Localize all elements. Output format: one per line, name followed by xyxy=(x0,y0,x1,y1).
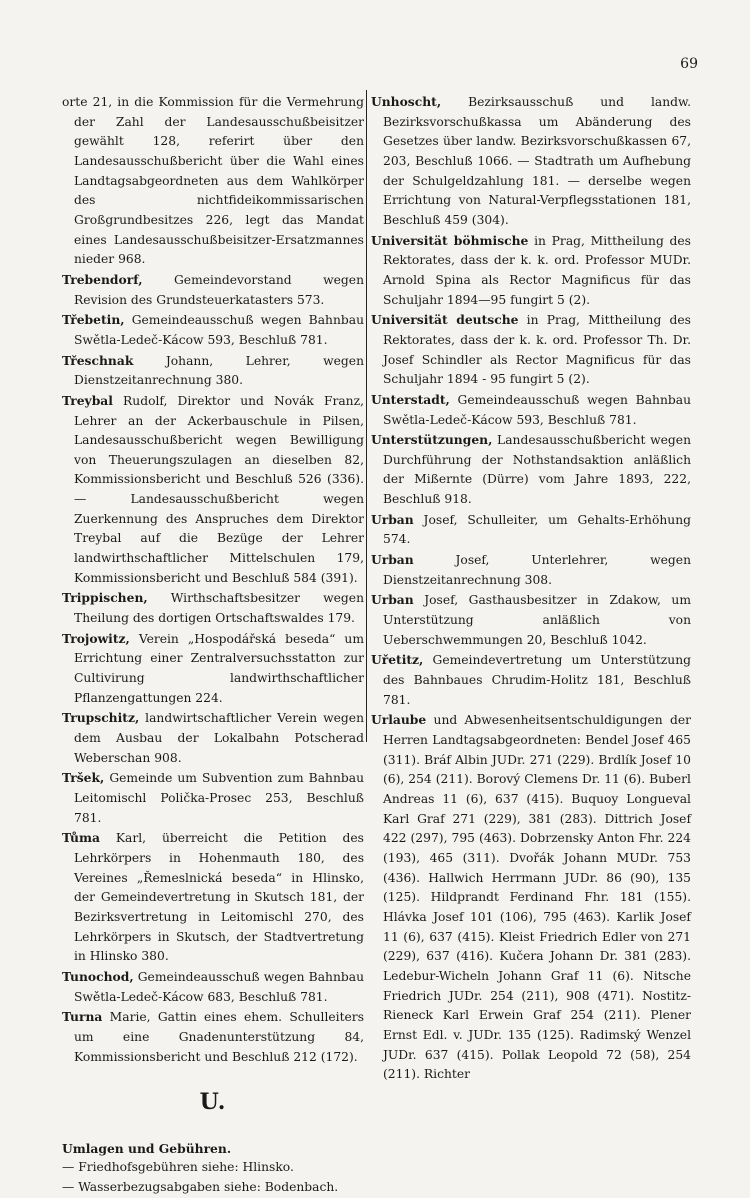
index-entry: Tunochod, Gemeindeausschuß wegen Bahnbau Swětla-Ledeč-Kácow 683, Beschluß 781. xyxy=(62,968,364,1004)
section-line: — Friedhofsgebühren siehe: Hlinsko. xyxy=(62,1160,294,1175)
index-entry: orte 21, in die Kommission für die Vermehrung der Zahl der Landesausschußbeisitzer gewählt 128, referirt über den Landesausschußbericht über die Wahl eines Landtagsabgeordneten aus dem Wahlkörper des nichtfideikommissarischen Großgrundbesitzes 226, legt das Mandat eines Landesausschußbeisitzer-Ersatzmannes nieder 968. xyxy=(62,95,364,267)
index-entry: Tršek, Gemeinde um Subvention zum Bahnbau Leitomischl Polička-Prosec 253, Beschluß 781. xyxy=(62,770,364,825)
index-entry: Tůma Karl, überreicht die Petition des Lehrkörpers in Hohenmauth 180, des Vereines „Řemeslnická beseda“ in Hlinsko, der Gemeindevertretung in Skutsch 181, der Bezirksvertretung in Leitomischl 270, des Lehrkörpers in Skutsch, der Stadtvertretung in Hlinsko 380. xyxy=(62,830,364,964)
section-heading: Umlagen und Gebühren. xyxy=(62,1140,232,1156)
index-entry: Urban Josef, Gasthausbesitzer in Zdakow, um Unterstützung anläßlich von Ueberschwemmungen 20, Beschluß 1042. xyxy=(371,592,691,647)
index-entry: Unhoscht, Bezirksausschuß und landw. Bezirksvorschußkassa um Abänderung des Gesetzes über landw. Bezirksvorschußkassen 67, 203, Beschluß 1066. — Stadtrath um Aufhebung der Schulgeldzahlung 181. — derselbe wegen Errichtung von Natural-Verpflegsstationen 181, Beschluß 459 (304). xyxy=(371,94,691,227)
index-entry: Třeschnak Johann, Lehrer, wegen Dienstzeitanrechnung 380. xyxy=(62,352,364,388)
index-entry: Trebendorf, Gemeindevorstand wegen Revision des Grundsteuerkatasters 573. xyxy=(62,271,364,307)
index-entry: Treybal Rudolf, Direktor und Novák Franz, Lehrer an der Ackerbauschule in Pilsen, Landesausschußbericht wegen Bewilligung von Theuerungszulagen an dieselben 82, Kommissionsbericht und Beschluß 526 (336). — Landesausschußbericht wegen Zuerkennung des Anspruches dem Direktor Treybal auf die Bezüge der Lehrer landwirthschaftlicher Mittelschulen 179, Kommissionsbericht und Beschluß 584 (391). xyxy=(62,392,364,585)
index-entry: Urlaube und Abwesenheitsentschuldigungen der Herren Landtagsabgeordneten: Bendel Josef 465 (311). Bráf Albin JUDr. 271 (229). Brdlík Josef 10 (6), 254 (211). Borový Clemens Dr. 11 (6). Buberl Andreas 11 (6), 637 (415). Buquoy Longueval Karl Graf 271 (229), 381 (283). Dittrich Josef 422 (297), 795 (463). Dobrzensky Anton Fhr. 224 (193), 465 (311). Dvořák Johann MUDr. 753 (436). Hallwich Herrmann JUDr. 86 (90), 135 (125). Hildprandt Ferdinand Fhr. 181 (155). Hlávka Josef 101 (106), 795 (463). Karlik Josef 11 (6), 637 (415). Kleist Friedrich Edler von 271 (229), 637 (416). Kučera Johann Dr. 381 (283). Ledebur-Wicheln Johann Graf 11 (6). Nitsche Friedrich JUDr. 254 (211), 908 (471). Nostitz-Rieneck Karl Erwein Graf 254 (211). Plener Ernst Edl. v. JUDr. 135 (125). Radimský Wenzel JUDr. 637 (415). Pollak Leopold 72 (58), 254 (211). Richter xyxy=(371,712,691,1082)
section-letter: U. xyxy=(199,1089,227,1116)
index-entry: Turna Marie, Gattin eines ehem. Schulleiters um eine Gnadenunterstützung 84, Kommissionsbericht und Beschluß 212 (172). xyxy=(62,1009,364,1064)
index-entry: Universität böhmische in Prag, Mittheilung des Rektorates, dass der k. k. ord. Professor MUDr. Arnold Spina als Rector Magnificus für das Schuljahr 1894—95 fungirt 5 (2). xyxy=(371,232,691,307)
index-entry: Uřetitz, Gemeindevertretung um Unterstützung des Bahnbaues Chrudim-Holitz 181, Beschluß 781. xyxy=(371,652,691,707)
page-number: 69 xyxy=(680,56,698,72)
right-column xyxy=(371,92,691,1085)
index-entry: Třebetin, Gemeindeausschuß wegen Bahnbau Swětla-Ledeč-Kácow 593, Beschluß 781. xyxy=(62,312,364,347)
index-entry: Urban Josef, Schulleiter, um Gehalts-Erhöhung 574. xyxy=(371,511,691,547)
left-column xyxy=(62,92,364,1198)
index-entry: Trojowitz, Verein „Hospodářská beseda“ um Errichtung einer Zentralversuchsstatton zur Cultivirung landwirthschaftlicher Pflanzengattungen 224. xyxy=(62,630,364,705)
index-entry: Trippischen, Wirthschaftsbesitzer wegen Theilung des dortigen Ortschaftswaldes 179. xyxy=(62,590,364,626)
index-entry: Trupschitz, landwirtschaftlicher Verein wegen dem Ausbau der Lokalbahn Potscherad Weberschan 908. xyxy=(62,710,364,765)
column-divider xyxy=(366,90,367,742)
section-line: — Wasserbezugsabgaben siehe: Bodenbach. xyxy=(62,1180,339,1195)
index-entry: Urban Josef, Unterlehrer, wegen Dienstzeitanrechnung 308. xyxy=(371,552,691,587)
index-entry: Universität deutsche in Prag, Mittheilung des Rektorates, dass der k. k. ord. Professor Th. Dr. Josef Schindler als Rector Magnificus für das Schuljahr 1894 - 95 fungirt 5 (2). xyxy=(371,312,691,387)
index-entry: Unterstadt, Gemeindeausschuß wegen Bahnbau Swětla-Ledeč-Kácow 593, Beschluß 781. xyxy=(371,391,691,427)
index-entry: Unterstützungen, Landesausschußbericht wegen Durchführung der Nothstandsaktion anläßlich der Mißernte (Dürre) vom Jahre 1893, 222, Beschluß 918. xyxy=(371,432,691,507)
